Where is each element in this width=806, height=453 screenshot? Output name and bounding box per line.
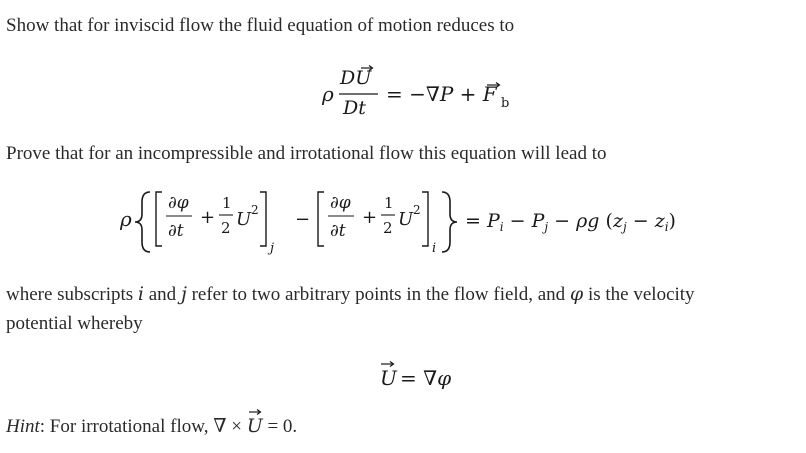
where-text-line1 [6,280,695,309]
svg-text:−: − [295,209,311,230]
svg-text:+: + [200,207,216,228]
where-text-b: and [144,284,181,305]
phi-symbol: φ [569,283,584,305]
hint-line [6,412,297,441]
svg-text:∂t: ∂t [330,221,346,241]
subscript-j: j [180,283,187,305]
prove-text: Prove that for an incompressible and irrotational flow this equation will lead to [6,143,607,164]
hint-label: Hint [6,416,40,437]
where-text-line2: potential whereby [6,313,143,334]
svg-text:ρ: ρ [120,207,132,231]
eq1-subscript-b: b [501,96,510,111]
svg-text:∂t: ∂t [168,221,184,241]
hint-end: = 0. [262,416,298,437]
equation-bernoulli [120,186,720,258]
svg-text:1: 1 [384,194,394,212]
svg-text:∂φ: ∂φ [168,193,189,213]
svg-text:2: 2 [413,203,421,217]
svg-text:U: U [398,209,414,230]
svg-text:= ∇φ: = ∇φ [400,366,452,390]
equation-velocity-potential [378,358,478,394]
intro-text: Show that for inviscid flow the fluid equation of motion reduces to [6,15,515,36]
svg-text:1: 1 [222,194,232,212]
svg-text:U: U [236,209,252,230]
svg-text:j: j [270,241,275,256]
svg-text:U: U [380,366,397,390]
where-text-c: refer to two arbitrary points in the flow field, and [186,284,570,305]
equation-motion [320,64,530,120]
where-text-d: is the velocity [583,284,695,305]
subscript-i: i [137,283,144,305]
eq1-denominator: Dt [343,97,366,119]
equation-motion-svg [320,64,530,120]
svg-text:+: + [362,207,378,228]
svg-text:2: 2 [383,219,393,237]
hint-text: : For irrotational flow, ∇ × [39,416,247,437]
svg-text:2: 2 [221,219,231,237]
equation-velocity-potential-svg [378,358,478,394]
svg-text:= Pi − Pj − ρg (zj − zi): = $P_i - P_j - \rho g$ $(z_j - z_i)$ [465,210,676,234]
eq1-numerator: DU [340,67,372,89]
svg-text:∂φ: ∂φ [330,193,351,213]
hint-arrow-icon [248,408,262,416]
equation-bernoulli-svg [120,186,720,258]
svg-text:i: i [432,241,437,256]
hint-vector-u: U [247,412,263,440]
where-text-a: where subscripts [6,284,138,305]
svg-text:2: 2 [251,203,259,217]
eq1-rhs: = −∇P + F [386,82,497,106]
eq1-rho: ρ [322,82,334,106]
